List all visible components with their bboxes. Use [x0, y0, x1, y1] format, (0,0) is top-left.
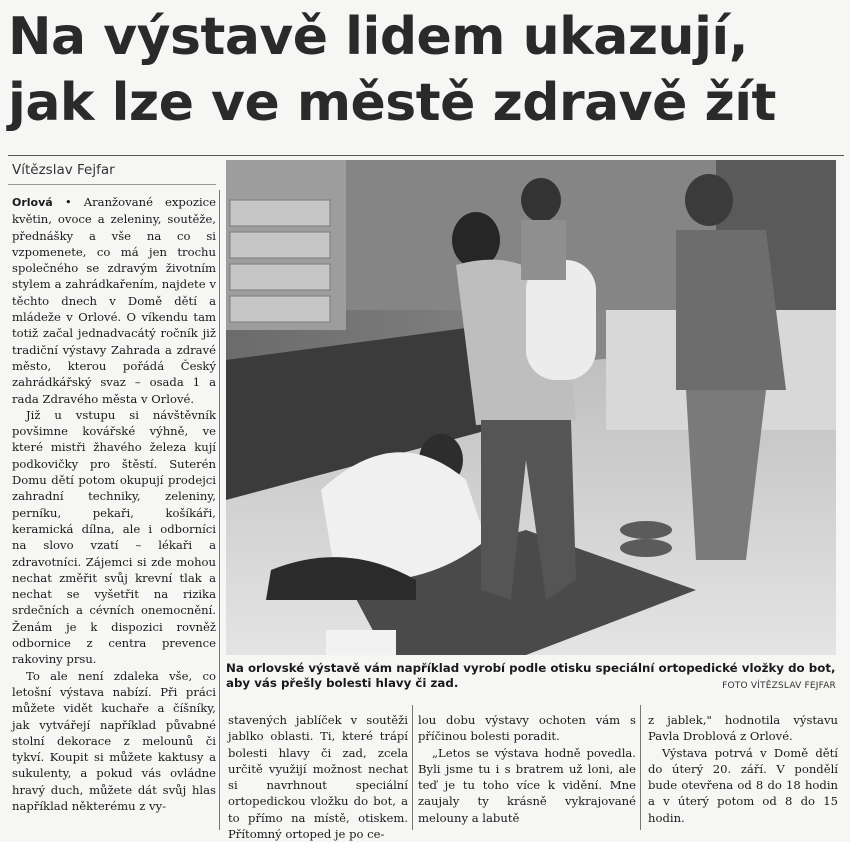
column-4-paragraph-1: z jablek," hodnotila výstavu Pavla Droblová z Orlové. — [648, 713, 838, 744]
column-3-paragraph-1: lou dobu výstavy ochoten vám s příčinou bolesti poradit. — [418, 713, 636, 744]
headline-line-1: Na výstavě lidem ukazují, — [8, 7, 748, 67]
photo-caption: Na orlovské výstavě vám například vyrobí podle otisku speciální ortopedické vložky do bot, aby vás přešly bolesti hlavy či zad. — [226, 661, 836, 690]
article-column-4 — [648, 712, 838, 826]
photo-illustration — [226, 160, 836, 655]
column-separator-1 — [219, 190, 220, 830]
photo-credit: FOTO VÍTĚZSLAV FEJFAR — [722, 681, 836, 691]
column-separator-3 — [640, 705, 641, 830]
paragraph-1 — [12, 194, 216, 407]
paragraph-2: Již u vstupu si návštěvník povšimne kovářské výhně, ve které mistři žhavého železa kují podkovičky pro štěstí. Suterén Domu dětí potom okupují prodejci zahradní techniky, zeleniny, perníku, pekaři, košíkáři, keramická dílna, ale i odborníci na slovo vzatí – lékaři a zdravotníci. Zájemci si zde mohou nechat změřit svůj krevní tlak a nechat se vyšetřit na rizika srdečních a cévních onemocnění. Ženám je k dispozici rovněž odbornice z centra prevence rakoviny prsu. — [12, 407, 216, 667]
headline-rule — [8, 155, 844, 156]
column-3-paragraph-2: „Letos se výstava hodně povedla. Byli jsme tu i s bratrem už loni, ale teď je tu toho více k vidění. Mne zaujaly ty krásně vykrajované melouny a labutě — [418, 745, 636, 825]
column-4-paragraph-2: Výstava potrvá v Domě dětí do úterý 20. září. V pondělí bude otevřena od 8 do 18 hodin a v úterý potom od 8 do 15 hodin. — [648, 745, 838, 825]
author-byline: Vítězslav Fejfar — [12, 162, 115, 178]
column-2-text: stavených jablíček v soutěži jablko oblasti. Ti, které trápí bolesti hlavy či zad, zcela určitě využijí možnost nechat si navrhnout speciální ortopedickou vložku do bot, a to přímo na místě, otiskem. Přítomný ortoped je po ce- — [228, 713, 408, 842]
column-separator-2 — [412, 705, 413, 830]
dateline: Orlová — [12, 196, 53, 209]
article-column-1 — [12, 194, 216, 814]
headline — [8, 4, 844, 136]
article-column-3 — [418, 712, 636, 826]
dateline-bullet: • — [64, 195, 72, 209]
article-column-2 — [228, 712, 408, 842]
article-photo — [226, 160, 836, 655]
headline-line-2: jak lze ve městě zdravě žít — [8, 73, 776, 133]
byline-rule — [8, 184, 216, 185]
paragraph-1-text: Aranžované expozice květin, ovoce a zeleniny, soutěže, přednášky a vše na co si vzpomenete, co má jen trochu společného se zdravým životním stylem a zahrádkařením, najdete v těchto dnech v Domě dětí a mládeže v Orlové. O víkendu tam totiž začal jednadvacátý ročník již tradiční výstavy Zahrada a zdravé město, kterou pořádá Český zahrádkářský svaz – osada 1 a rada Zdravého města v Orlové. — [12, 195, 217, 406]
paragraph-3: To ale není zdaleka vše, co letošní výstava nabízí. Při práci můžete vidět kuchaře a číšníky, jak vytvářejí například půvabné stolní dekorace z melounů či tykví. Koupit si můžete kaktusy a sukulenty, a pokud vás ovládne hravý duch, můžete dát svůj hlas například některému z vy- — [12, 668, 216, 813]
